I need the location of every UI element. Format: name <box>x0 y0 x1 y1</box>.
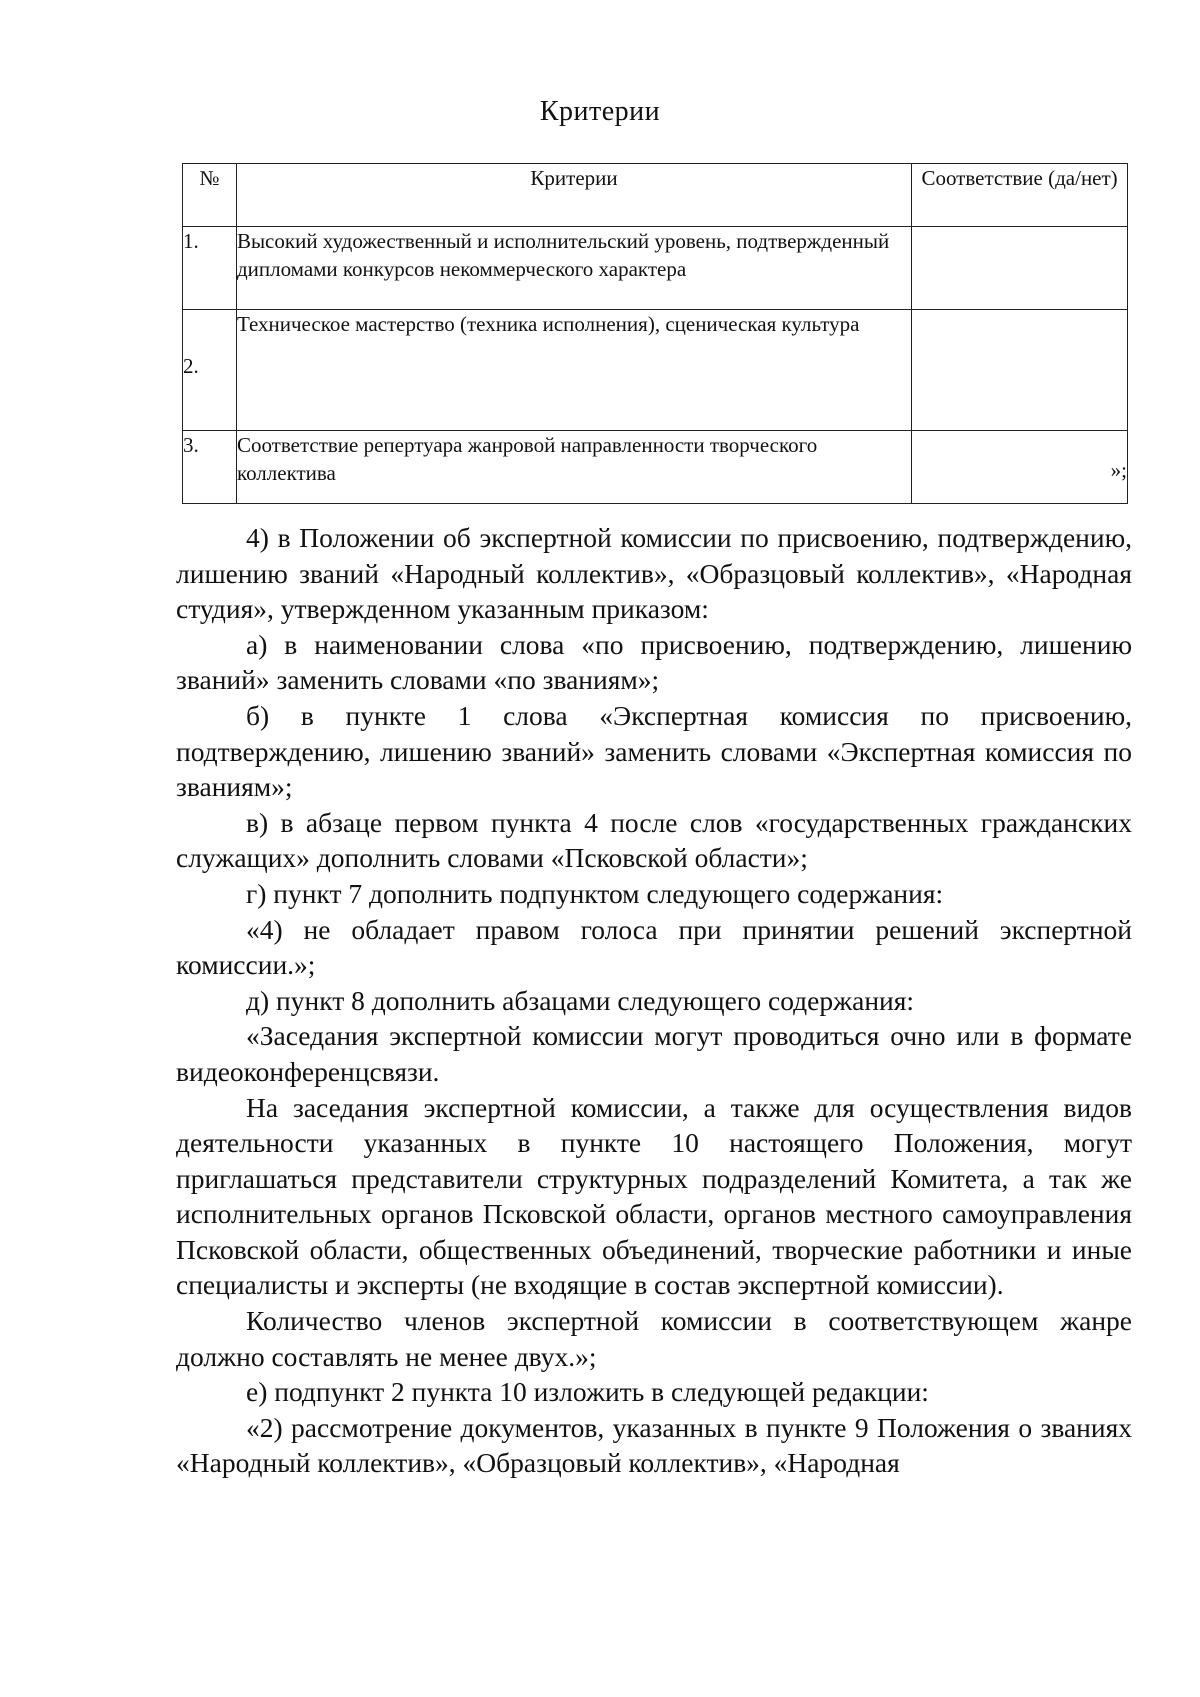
table-row <box>183 227 1128 310</box>
table-row <box>183 310 1128 431</box>
header-criteria: Критерии <box>236 164 911 227</box>
row-criteria: Соответствие репертуара жанровой направленности творческого коллектива <box>236 431 911 504</box>
table-header-row <box>183 164 1128 227</box>
row-number: 2. <box>183 310 237 431</box>
row-number: 3. <box>183 431 237 504</box>
paragraph: д) пункт 8 дополнить абзацами следующего содержания: <box>246 984 915 1016</box>
page-title: Критерии <box>539 96 661 127</box>
paragraph: б) в пункте 1 слова «Экспертная комиссия по присвоению, подтверждению, лишению званий» заменить словами «Экспертная комиссия по званиям»; <box>176 699 1132 803</box>
row-compliance <box>912 227 1128 310</box>
paragraph: «4) не обладает правом голоса при принятии решений экспертной комиссии.»; <box>176 913 1132 981</box>
criteria-table <box>182 163 1128 504</box>
paragraph: Количество членов экспертной комиссии в соответствующем жанре должно составлять не менее двух.»; <box>176 1305 1132 1372</box>
table-row <box>183 431 1128 504</box>
paragraph: «Заседания экспертной комиссии могут проводиться очно или в формате видеоконференцсвязи. <box>176 1020 1132 1087</box>
paragraph: 4) в Положении об экспертной комиссии по присвоению, подтверждению, лишению званий «Народный коллектив», «Образцовый коллектив», «Народная студия», утвержденном указанным приказом: <box>176 522 1132 625</box>
paragraph: «2) рассмотрение документов, указанных в пункте 9 Положения о званиях «Народный коллектив», «Образцовый коллектив», «Народная <box>176 1411 1132 1479</box>
row-criteria: Техническое мастерство (техника исполнения), сценическая культура <box>236 310 911 431</box>
paragraph: в) в абзаце первом пункта 4 после слов «государственных гражданских служащих» дополнить словами «Псковской области»; <box>176 806 1132 874</box>
row-compliance <box>912 310 1128 431</box>
paragraph: На заседания экспертной комиссии, а также для осуществления видов деятельности указанных в пункте 10 настоящего Положения, могут приглашаться представители структурных подразделений Комитета, а так же исполнительных органов Псковской области, органов местного самоуправления Псковской области, общественных объединений, творческие работники и иные специалисты и эксперты (не входящие в состав экспертной комиссии). <box>176 1091 1132 1301</box>
paragraph: г) пункт 7 дополнить подпунктом следующего содержания: <box>246 877 944 909</box>
document-body <box>176 520 1132 1481</box>
row-compliance: »; <box>912 431 1128 504</box>
paragraph: е) подпункт 2 пункта 10 изложить в следующей редакции: <box>246 1376 929 1408</box>
row-number: 1. <box>183 227 237 310</box>
header-compliance: Соответствие (да/нет) <box>912 164 1128 227</box>
paragraph: а) в наименовании слова «по присвоению, подтверждению, лишению званий» заменить словами «по званиям»; <box>176 628 1132 696</box>
header-number: № <box>183 164 237 227</box>
row-criteria: Высокий художественный и исполнительский уровень, подтвержденный дипломами конкурсов некоммерческого характера <box>236 227 911 310</box>
